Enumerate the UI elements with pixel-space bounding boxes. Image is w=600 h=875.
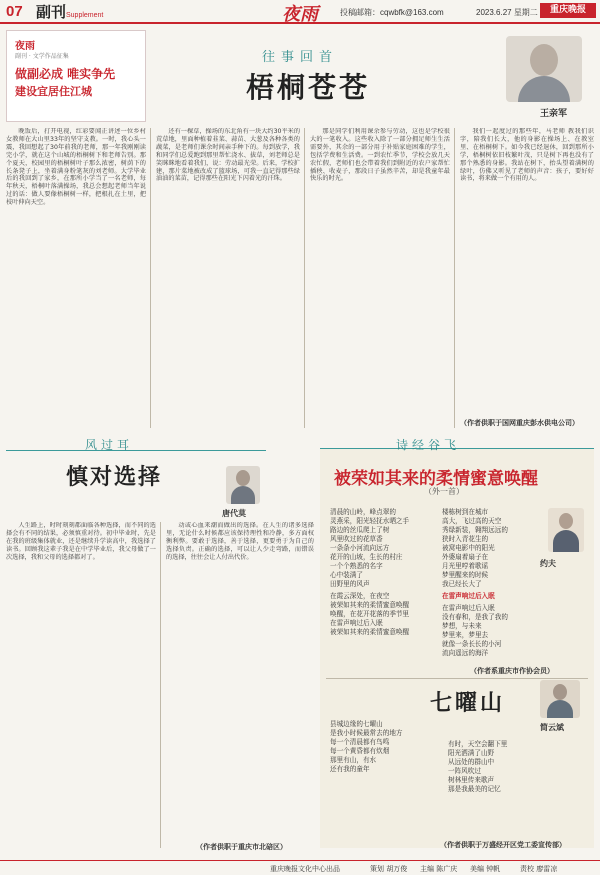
article-credit: （作者供职于国网重庆彭水供电公司） — [460, 419, 579, 427]
column-divider — [304, 128, 305, 428]
author-byline: 唐代莫 — [222, 509, 246, 518]
poem-highlight: 在雷声响过后入眠 — [442, 592, 495, 600]
article-title: 慎对选择 — [66, 464, 163, 490]
poem-stanza-1: 县城边缘的七曜山 是我小时候最常去的地方 每一个清晨都有鸟鸣 每一个黄昏都有炊烟 那里有山，有水 还有我的童年 — [330, 720, 403, 773]
article-column-4: 我们一起度过的那些年，马老师 教我们识字，陪我们长大，他的身影在操场上、在教室里、在梧桐树下。如今我已经退休，回到那所小学，梧桐树依旧枝繁叶茂，只是树下再也没有了那个熟悉的身影。我站在树下，抬头望着满树的绿叶，仿佛又听见了老师的声音：孩子，要好好读书，将来做一个有用的人。 — [460, 128, 594, 183]
page-footer — [0, 860, 600, 875]
article-credit: （作者供职于重庆市北碚区） — [196, 843, 287, 851]
newspaper-brand: 重庆晚报 — [540, 3, 596, 18]
promo-logo: 夜雨 — [15, 41, 35, 52]
footer-planner: 策划 胡万俊 — [370, 865, 408, 873]
section-name-en: Supplement — [66, 12, 104, 19]
promo-slogan-2: 建设宜居住江城 — [15, 85, 92, 98]
promo-caption: 副刊 · 文学作品征集 — [15, 53, 69, 60]
column-kicker: 往事回首 — [262, 50, 339, 65]
poem-stanza-3: 在霞云深处，在夜空 被荣如其来的柔情蜜意唤醒 唤醒，在花开花落的季节里 在雷声响过后入眠 被荣如其来的柔情蜜意唤醒 — [330, 592, 410, 636]
author-portrait — [226, 466, 260, 504]
page-number: 07 — [6, 3, 23, 20]
column-divider — [150, 128, 151, 428]
author-portrait — [540, 680, 580, 718]
poem-divider — [326, 678, 588, 679]
promo-slogan: 做副必成 唯实争先 — [15, 67, 116, 81]
article-column-1: 人生路上，时时刻刻都面临各种选择，而不同的选择会有不同的结果，必须慎重对待。初中毕业时，先是在我的班级集体就业，还是继续升学读高中，我选择了读书。回顾我这辈子我是在中学毕业后，我父母做了一次选择，我和父母的选择都对了。 — [6, 522, 156, 561]
issue-date: 2023.6.27 星期二 — [476, 8, 538, 17]
footer-designer: 美编 钟帆 — [470, 865, 501, 873]
section-name: 副刊 — [36, 3, 67, 21]
author-portrait — [506, 36, 582, 102]
article-title: 梧桐苍苍 — [246, 71, 371, 104]
footer-publisher: 重庆晚报文化中心出品 — [270, 865, 340, 873]
article-column-1: 晚饭后，打开电视，红彩要闻正讲述一位乡村女教师在大山里33年的坚守支教。一时，我心头一震，我回想起了30年前我的老师，那一年我刚刚读完小学，就在这个山城的梧桐树下和老师告别。那个夏天，校园里的梧桐树叶子那么浓密，树荫下的长条凳子上，坐着满身粉笔灰的刘老师。大学毕业后的我回到了家乡，在那所小学当了一名老师，每年秋天，梧桐叶落满操场，我总会想起老师当年说过的话：做人要像梧桐树一样，把根扎在土里，把枝叶伸向天空。 — [6, 128, 146, 207]
poem-credit: （作者系重庆市作协会员） — [470, 667, 554, 675]
poem-stanza-2: 有时，天空会翻下里 阳光洒满了山野 从远处的群山中 一阵风吹过 树林里传来歌声 那是我最美的记忆 — [448, 740, 508, 793]
column-divider — [454, 128, 455, 428]
footer-checker: 责校 廖雷凉 — [520, 865, 558, 873]
column-divider — [160, 522, 161, 848]
article-column-2: 还有一棵草，操场的东北角有一块大约30平米的荒草地，里面种植着韭菜、蒜苗、大葱及各种各类的蔬菜，是老师们课余时间亲手种下的。每到放学，我和同学们总爱跑到那里帮忙浇水、拔草，刘老师总是笑眯眯地看着我们，说：劳动最光荣。后来，学校扩建，那片菜地被改成了篮球场，可我一直记得那些绿油油的菜苗，记得那些在阳光下闪着光的汗珠。 — [156, 128, 300, 183]
page-header — [0, 0, 600, 24]
poem-stanza-2: 楼栋树到在城市 高大，飞过高的天空 秀绿新装，翱翔远远的 狭时入青花生的 被窝电影中的阳光 外婆扇着扇子在 月光里哼着歌谣 梦里醒来的时候 我已经长大了 — [442, 508, 508, 588]
article-column-2: 动或心血来潮而做出的选择。在人生的诸多选择里，无论什么时候都应该保持理性和冷静，多方面权衡利弊。要敢于选择，善于选择，更要勇于为自己的选择负责。正确的选择，可以让人少走弯路，而错误的选择，往往会让人付出代价。 — [166, 522, 314, 561]
column-kicker: 风过耳 — [85, 438, 134, 452]
author-byline: 约夫 — [540, 559, 556, 568]
poem-stanza-1: 清晨的山岭，峰点翠的 灵燕采，阳光轻抚水晒之手 路边的丝瓜爬上了树 风里吹过的花草香 一条条小河流向远方 花开的山坡，生长的村庄 一个个熟悉的名字 心中装满了 田野里的风声 — [330, 508, 410, 588]
submission-email: 投稿邮箱：cqwbfk@163.com — [340, 8, 444, 17]
poem-title: 七曜山 — [430, 690, 506, 716]
footer-editor: 主编 陈广庆 — [420, 865, 458, 873]
poem-title: 被荣如其来的柔情蜜意唤醒 — [334, 469, 538, 489]
masthead-logo: 夜雨 — [282, 4, 318, 25]
poem-stanza-4: 在雷声响过后入眠 没有春和，是我了我的 梦想，与未来 梦里来，梦里去 就像一条长长的小河 流向遥远的海洋 — [442, 604, 508, 657]
author-byline: 王亲军 — [540, 109, 568, 119]
poem-credit: （作者供职于万盛经开区党工委宣传部） — [440, 841, 566, 849]
column-kicker: 诗经谷飞 — [396, 438, 461, 452]
author-byline: 简云斌 — [540, 723, 564, 732]
promo-box — [6, 30, 146, 122]
author-portrait — [548, 508, 584, 552]
article-column-3: 那是同学们利用课余参与劳动，这也是学校很大的一笔收入。这些收入除了一部分拥足师生生活需要外，其余的一部分用于补贴家庭困难的学生，包括学费和生活费。一到农忙季节，学校会放几天农忙假，老师们也会带着我们到附近的农户家帮忙插秧、收麦子，那段日子虽然辛苦，却是我童年最快乐的时光。 — [310, 128, 450, 183]
poem-subtitle: （外一首） — [424, 487, 464, 496]
